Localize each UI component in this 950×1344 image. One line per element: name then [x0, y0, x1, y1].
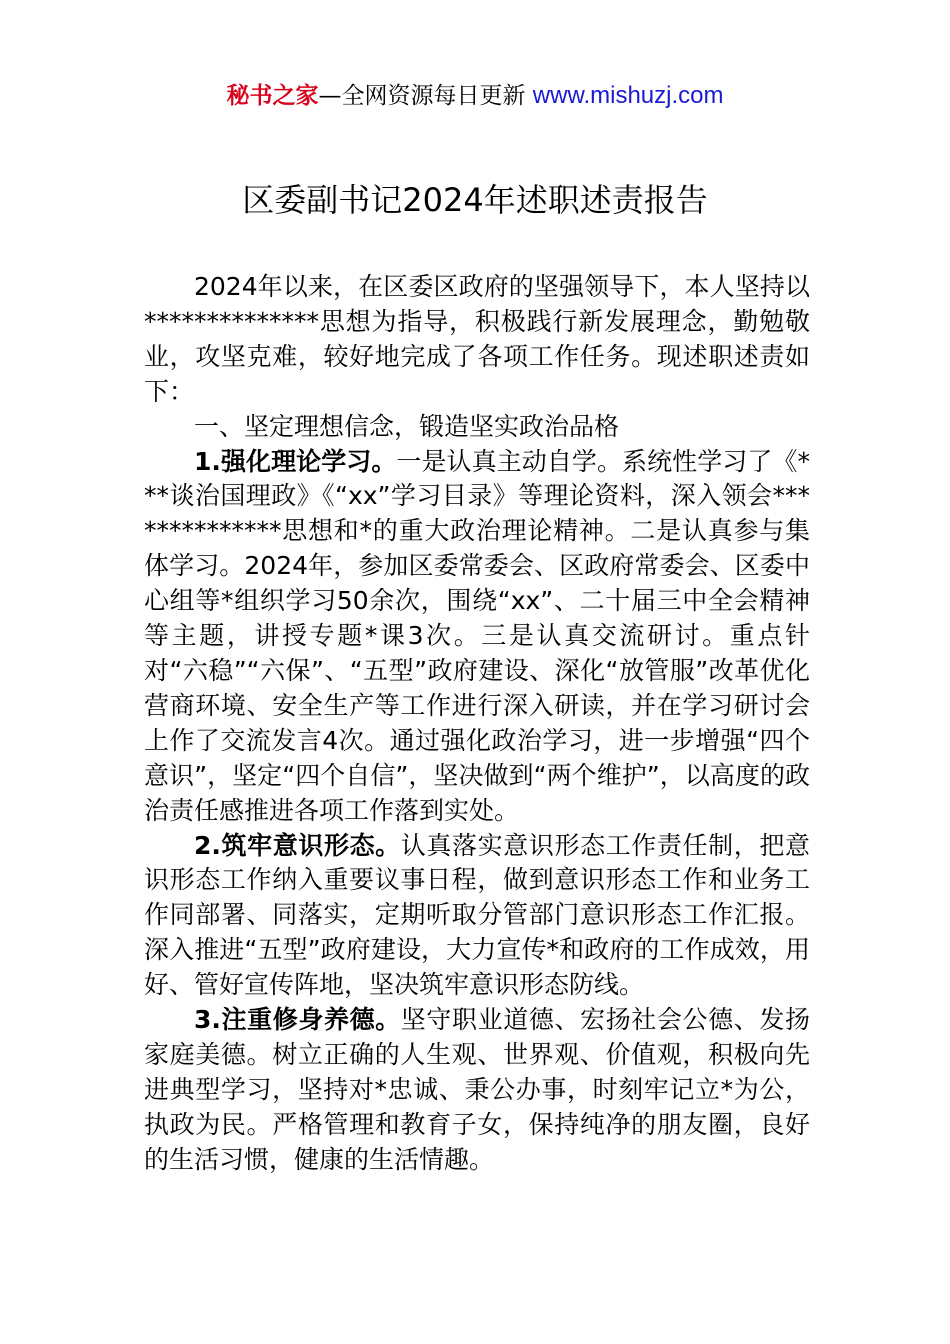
item-paragraph — [144, 445, 810, 829]
header-tagline: —全网资源每日更新 — [318, 83, 526, 109]
intro-paragraph: 2024年以来，在区委区政府的坚强领导下，本人坚持以**************思想为指导，积极践行新发展理念，勤勉敬业，攻坚克难，较好地完成了各项工作任务。现述职述责如下： — [144, 272, 810, 406]
item-paragraph — [144, 1003, 810, 1178]
item-text: 坚守职业道德、宏扬社会公德、发扬家庭美德。树立正确的人生观、世界观、价值观，积极向先进典型学习，坚持对*忠诚、秉公办事，时刻牢记立*为公，执政为民。严格管理和教育子女，保持纯净的朋友圈，良好的生活习惯，健康的生活情趣。 — [144, 1005, 810, 1174]
item-paragraph — [144, 829, 810, 1004]
item-lead: 1.强化理论学习。 — [194, 446, 397, 476]
item-text: 认真落实意识形态工作责任制，把意识形态工作纳入重要议事日程，做到意识形态工作和业务工作同部署、同落实，定期听取分管部门意识形态工作汇报。深入推进“五型”政府建设，大力宣传*和政府的工作成效，用好、管好宣传阵地，坚决筑牢意识形态防线。 — [144, 830, 810, 1000]
site-header — [0, 80, 950, 112]
section-heading: 一、坚定理想信念，锻造坚实政治品格 — [194, 411, 620, 441]
brand-name: 秘书之家 — [226, 83, 319, 109]
site-url-link[interactable]: www.mishuzj.com — [532, 82, 724, 109]
item-lead: 2.筑牢意识形态。 — [194, 830, 401, 860]
document-title: 区委副书记2024年述职述责报告 — [242, 181, 708, 219]
document-body — [144, 270, 810, 1178]
item-text: 一是认真主动自学。系统性学习了《***谈治国理政》《“xx”学习目录》等理论资料，深入领会**************思想和*的重大政治理论精神。二是认真参与集体学习。2024年，参加区委常委会、区政府常委会、区委中心组等*组织学习50余次，围绕“xx”、二十届三中全会精神等主题，讲授专题*课3次。三是认真交流研讨。重点针对“六稳”“六保”、“五型”政府建设、深化“放管服”改革优化营商环境、安全生产等工作进行深入研读，并在学习研讨会上作了交流发言4次。通过强化政治学习，进一步增强“四个意识”，坚定“四个自信”，坚决做到“两个维护”，以高度的政治责任感推进各项工作落到实处。 — [144, 446, 810, 825]
item-lead: 3.注重修身养德。 — [194, 1005, 401, 1035]
